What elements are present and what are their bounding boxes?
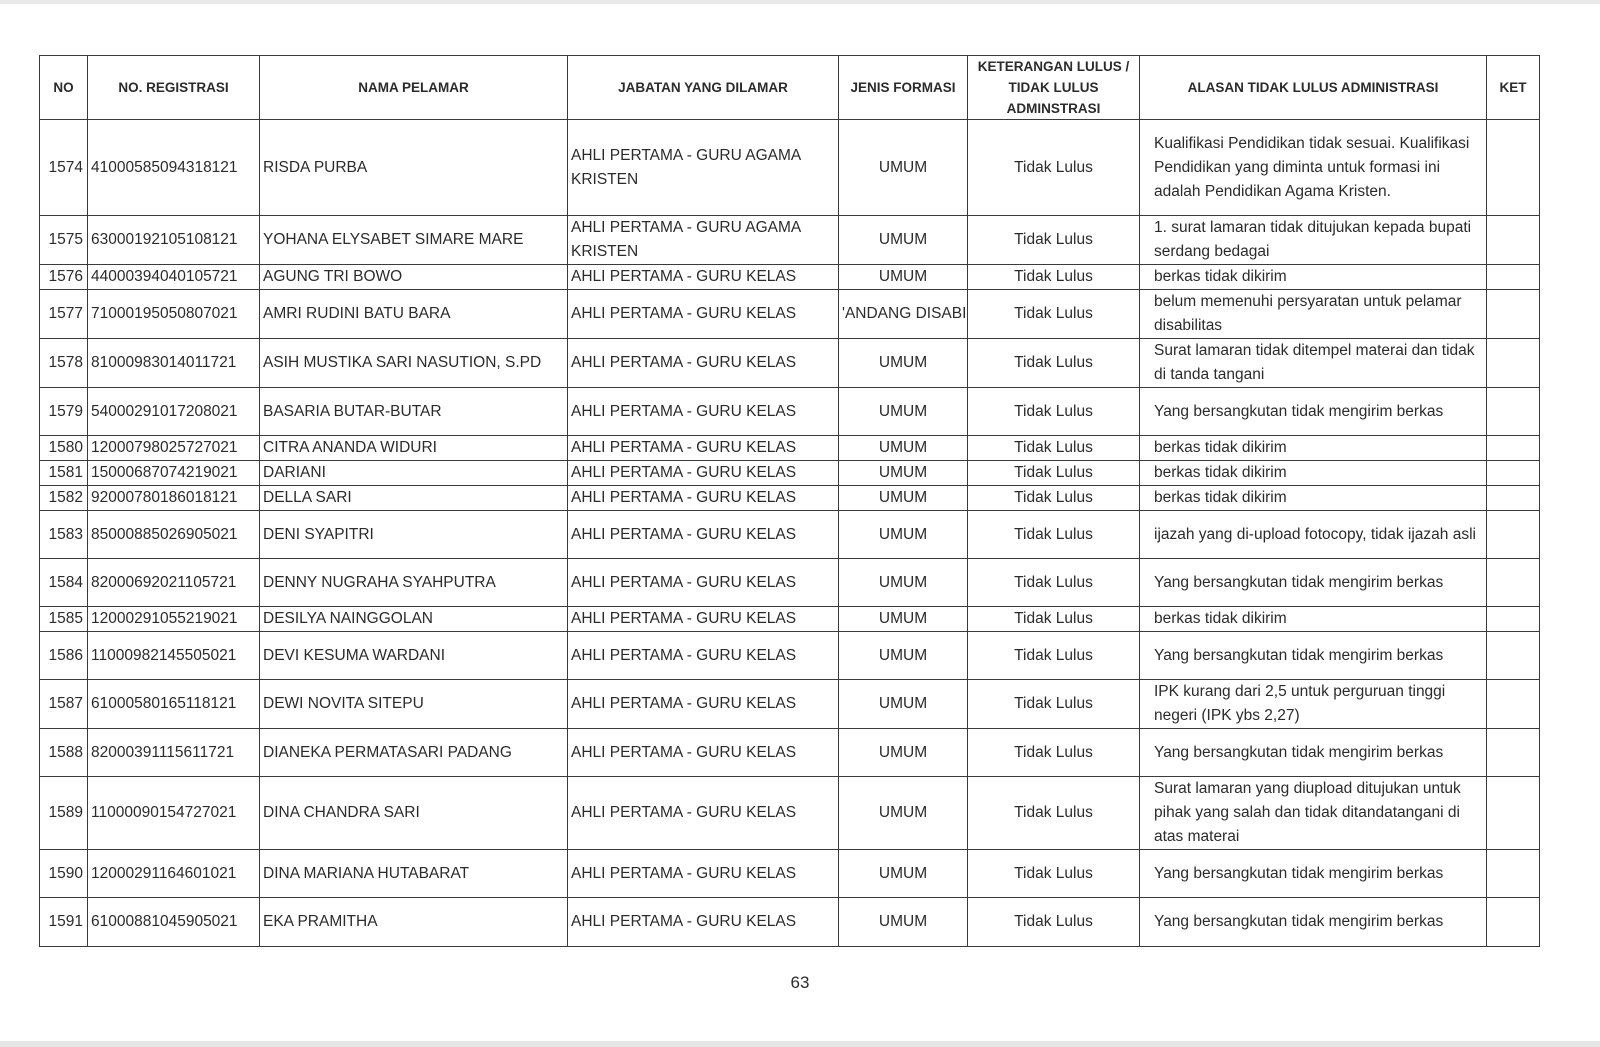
cell-jabatan: AHLI PERTAMA - GURU KELAS xyxy=(568,607,839,632)
cell-jabatan: AHLI PERTAMA - GURU AGAMA KRISTEN xyxy=(568,120,839,216)
cell-no: 1590 xyxy=(40,850,88,898)
cell-alasan: Yang bersangkutan tidak mengirim berkas xyxy=(1140,388,1487,436)
cell-no: 1584 xyxy=(40,559,88,607)
table-row xyxy=(40,559,1540,607)
cell-jabatan: AHLI PERTAMA - GURU KELAS xyxy=(568,559,839,607)
results-table xyxy=(39,55,1540,947)
cell-jenis: UMUM xyxy=(839,898,968,947)
table-row xyxy=(40,290,1540,339)
cell-nama: AGUNG TRI BOWO xyxy=(260,265,568,290)
cell-alasan: Yang bersangkutan tidak mengirim berkas xyxy=(1140,850,1487,898)
cell-jenis: UMUM xyxy=(839,607,968,632)
table-row xyxy=(40,850,1540,898)
cell-jenis: UMUM xyxy=(839,511,968,559)
cell-registrasi: 12000798025727021 xyxy=(88,436,260,461)
cell-jenis: UMUM xyxy=(839,850,968,898)
cell-jabatan: AHLI PERTAMA - GURU KELAS xyxy=(568,339,839,388)
cell-jabatan: AHLI PERTAMA - GURU KELAS xyxy=(568,850,839,898)
cell-registrasi: 54000291017208021 xyxy=(88,388,260,436)
cell-nama: DARIANI xyxy=(260,461,568,486)
page-top-edge xyxy=(0,0,1600,4)
header-jabatan: JABATAN YANG DILAMAR xyxy=(568,56,839,120)
cell-no: 1579 xyxy=(40,388,88,436)
cell-keterangan: Tidak Lulus xyxy=(968,680,1140,729)
cell-keterangan: Tidak Lulus xyxy=(968,265,1140,290)
cell-registrasi: 44000394040105721 xyxy=(88,265,260,290)
cell-no: 1575 xyxy=(40,216,88,265)
cell-ket xyxy=(1487,511,1540,559)
cell-registrasi: 81000983014011721 xyxy=(88,339,260,388)
cell-ket xyxy=(1487,388,1540,436)
cell-no: 1576 xyxy=(40,265,88,290)
cell-no: 1577 xyxy=(40,290,88,339)
cell-jenis: UMUM xyxy=(839,729,968,777)
cell-alasan: Surat lamaran yang diupload ditujukan untuk pihak yang salah dan tidak ditandatangani di atas materai xyxy=(1140,777,1487,850)
cell-keterangan: Tidak Lulus xyxy=(968,559,1140,607)
cell-alasan: berkas tidak dikirim xyxy=(1140,607,1487,632)
cell-jabatan: AHLI PERTAMA - GURU KELAS xyxy=(568,680,839,729)
cell-no: 1583 xyxy=(40,511,88,559)
header-no: NO xyxy=(40,56,88,120)
cell-registrasi: 11000982145505021 xyxy=(88,632,260,680)
table-row xyxy=(40,777,1540,850)
cell-alasan: Kualifikasi Pendidikan tidak sesuai. Kualifikasi Pendidikan yang diminta untuk formasi ini adalah Pendidikan Agama Kristen. xyxy=(1140,120,1487,216)
page-bottom-edge xyxy=(0,1041,1600,1047)
table-row xyxy=(40,729,1540,777)
cell-jenis: UMUM xyxy=(839,632,968,680)
cell-jabatan: AHLI PERTAMA - GURU KELAS xyxy=(568,290,839,339)
table-row xyxy=(40,216,1540,265)
cell-alasan: belum memenuhi persyaratan untuk pelamar disabilitas xyxy=(1140,290,1487,339)
cell-no: 1581 xyxy=(40,461,88,486)
cell-nama: DIANEKA PERMATASARI PADANG xyxy=(260,729,568,777)
table-row xyxy=(40,680,1540,729)
cell-jabatan: AHLI PERTAMA - GURU KELAS xyxy=(568,777,839,850)
cell-no: 1574 xyxy=(40,120,88,216)
cell-keterangan: Tidak Lulus xyxy=(968,850,1140,898)
cell-ket xyxy=(1487,436,1540,461)
cell-alasan: Yang bersangkutan tidak mengirim berkas xyxy=(1140,632,1487,680)
cell-jabatan: AHLI PERTAMA - GURU KELAS xyxy=(568,511,839,559)
cell-alasan: IPK kurang dari 2,5 untuk perguruan tinggi negeri (IPK ybs 2,27) xyxy=(1140,680,1487,729)
header-jenis: JENIS FORMASI xyxy=(839,56,968,120)
cell-ket xyxy=(1487,290,1540,339)
table-row xyxy=(40,461,1540,486)
cell-ket xyxy=(1487,607,1540,632)
cell-keterangan: Tidak Lulus xyxy=(968,777,1140,850)
cell-jabatan: AHLI PERTAMA - GURU KELAS xyxy=(568,486,839,511)
cell-nama: CITRA ANANDA WIDURI xyxy=(260,436,568,461)
cell-alasan: Yang bersangkutan tidak mengirim berkas xyxy=(1140,559,1487,607)
cell-ket xyxy=(1487,216,1540,265)
cell-jenis: UMUM xyxy=(839,388,968,436)
cell-ket xyxy=(1487,777,1540,850)
cell-jenis: UMUM xyxy=(839,680,968,729)
cell-nama: DENI SYAPITRI xyxy=(260,511,568,559)
cell-jabatan: AHLI PERTAMA - GURU KELAS xyxy=(568,388,839,436)
cell-ket xyxy=(1487,265,1540,290)
cell-ket xyxy=(1487,559,1540,607)
cell-alasan: berkas tidak dikirim xyxy=(1140,486,1487,511)
cell-registrasi: 82000692021105721 xyxy=(88,559,260,607)
cell-registrasi: 41000585094318121 xyxy=(88,120,260,216)
cell-nama: YOHANA ELYSABET SIMARE MARE xyxy=(260,216,568,265)
cell-nama: EKA PRAMITHA xyxy=(260,898,568,947)
cell-nama: DINA CHANDRA SARI xyxy=(260,777,568,850)
cell-no: 1582 xyxy=(40,486,88,511)
cell-alasan: berkas tidak dikirim xyxy=(1140,265,1487,290)
cell-nama: DINA MARIANA HUTABARAT xyxy=(260,850,568,898)
cell-ket xyxy=(1487,898,1540,947)
cell-keterangan: Tidak Lulus xyxy=(968,120,1140,216)
cell-alasan: Yang bersangkutan tidak mengirim berkas xyxy=(1140,898,1487,947)
cell-alasan: Surat lamaran tidak ditempel materai dan tidak di tanda tangani xyxy=(1140,339,1487,388)
cell-alasan: 1. surat lamaran tidak ditujukan kepada bupati serdang bedagai xyxy=(1140,216,1487,265)
cell-registrasi: 61000881045905021 xyxy=(88,898,260,947)
cell-no: 1586 xyxy=(40,632,88,680)
table-row xyxy=(40,898,1540,947)
cell-jenis: UMUM xyxy=(839,120,968,216)
cell-keterangan: Tidak Lulus xyxy=(968,216,1140,265)
table-row xyxy=(40,511,1540,559)
cell-jenis: UMUM xyxy=(839,339,968,388)
cell-registrasi: 15000687074219021 xyxy=(88,461,260,486)
table-row xyxy=(40,436,1540,461)
cell-registrasi: 61000580165118121 xyxy=(88,680,260,729)
header-nama: NAMA PELAMAR xyxy=(260,56,568,120)
cell-no: 1588 xyxy=(40,729,88,777)
cell-no: 1580 xyxy=(40,436,88,461)
cell-jenis: 'ANDANG DISABI xyxy=(839,290,968,339)
table-header-row xyxy=(40,56,1540,120)
cell-nama: DELLA SARI xyxy=(260,486,568,511)
header-registrasi: NO. REGISTRASI xyxy=(88,56,260,120)
cell-ket xyxy=(1487,632,1540,680)
cell-registrasi: 11000090154727021 xyxy=(88,777,260,850)
cell-nama: RISDA PURBA xyxy=(260,120,568,216)
cell-keterangan: Tidak Lulus xyxy=(968,486,1140,511)
cell-keterangan: Tidak Lulus xyxy=(968,339,1140,388)
cell-jabatan: AHLI PERTAMA - GURU KELAS xyxy=(568,632,839,680)
cell-alasan: berkas tidak dikirim xyxy=(1140,436,1487,461)
cell-jenis: UMUM xyxy=(839,486,968,511)
cell-ket xyxy=(1487,680,1540,729)
table-row xyxy=(40,388,1540,436)
cell-no: 1589 xyxy=(40,777,88,850)
cell-ket xyxy=(1487,486,1540,511)
cell-jabatan: AHLI PERTAMA - GURU KELAS xyxy=(568,461,839,486)
cell-keterangan: Tidak Lulus xyxy=(968,511,1140,559)
cell-nama: DESILYA NAINGGOLAN xyxy=(260,607,568,632)
cell-keterangan: Tidak Lulus xyxy=(968,461,1140,486)
cell-keterangan: Tidak Lulus xyxy=(968,607,1140,632)
cell-alasan: Yang bersangkutan tidak mengirim berkas xyxy=(1140,729,1487,777)
cell-registrasi: 82000391115611721 xyxy=(88,729,260,777)
cell-keterangan: Tidak Lulus xyxy=(968,632,1140,680)
cell-keterangan: Tidak Lulus xyxy=(968,388,1140,436)
table-row xyxy=(40,339,1540,388)
header-alasan: ALASAN TIDAK LULUS ADMINISTRASI xyxy=(1140,56,1487,120)
cell-jenis: UMUM xyxy=(839,777,968,850)
cell-jenis: UMUM xyxy=(839,461,968,486)
cell-jenis: UMUM xyxy=(839,265,968,290)
header-ket: KET xyxy=(1487,56,1540,120)
cell-jabatan: AHLI PERTAMA - GURU KELAS xyxy=(568,265,839,290)
table-row xyxy=(40,607,1540,632)
cell-registrasi: 12000291055219021 xyxy=(88,607,260,632)
cell-jabatan: AHLI PERTAMA - GURU KELAS xyxy=(568,898,839,947)
cell-nama: AMRI RUDINI BATU BARA xyxy=(260,290,568,339)
cell-jenis: UMUM xyxy=(839,216,968,265)
table-row xyxy=(40,120,1540,216)
cell-ket xyxy=(1487,461,1540,486)
cell-nama: DEWI NOVITA SITEPU xyxy=(260,680,568,729)
cell-no: 1585 xyxy=(40,607,88,632)
page-number: 63 xyxy=(790,973,810,992)
cell-no: 1578 xyxy=(40,339,88,388)
header-keterangan: KETERANGAN LULUS / TIDAK LULUS ADMINSTRASI xyxy=(968,56,1140,120)
cell-keterangan: Tidak Lulus xyxy=(968,436,1140,461)
cell-jenis: UMUM xyxy=(839,436,968,461)
cell-registrasi: 63000192105108121 xyxy=(88,216,260,265)
cell-nama: DEVI KESUMA WARDANI xyxy=(260,632,568,680)
cell-alasan: ijazah yang di-upload fotocopy, tidak ijazah asli xyxy=(1140,511,1487,559)
cell-keterangan: Tidak Lulus xyxy=(968,898,1140,947)
table-row xyxy=(40,486,1540,511)
table-row xyxy=(40,265,1540,290)
cell-ket xyxy=(1487,339,1540,388)
cell-jenis: UMUM xyxy=(839,559,968,607)
cell-keterangan: Tidak Lulus xyxy=(968,729,1140,777)
cell-ket xyxy=(1487,850,1540,898)
cell-ket xyxy=(1487,120,1540,216)
cell-alasan: berkas tidak dikirim xyxy=(1140,461,1487,486)
cell-no: 1591 xyxy=(40,898,88,947)
cell-keterangan: Tidak Lulus xyxy=(968,290,1140,339)
cell-jabatan: AHLI PERTAMA - GURU KELAS xyxy=(568,436,839,461)
results-table-container xyxy=(39,55,1539,947)
cell-registrasi: 92000780186018121 xyxy=(88,486,260,511)
cell-ket xyxy=(1487,729,1540,777)
cell-nama: DENNY NUGRAHA SYAHPUTRA xyxy=(260,559,568,607)
cell-registrasi: 12000291164601021 xyxy=(88,850,260,898)
cell-nama: ASIH MUSTIKA SARI NASUTION, S.PD xyxy=(260,339,568,388)
cell-jabatan: AHLI PERTAMA - GURU AGAMA KRISTEN xyxy=(568,216,839,265)
cell-nama: BASARIA BUTAR-BUTAR xyxy=(260,388,568,436)
table-row xyxy=(40,632,1540,680)
cell-registrasi: 71000195050807021 xyxy=(88,290,260,339)
cell-jabatan: AHLI PERTAMA - GURU KELAS xyxy=(568,729,839,777)
cell-registrasi: 85000885026905021 xyxy=(88,511,260,559)
cell-no: 1587 xyxy=(40,680,88,729)
